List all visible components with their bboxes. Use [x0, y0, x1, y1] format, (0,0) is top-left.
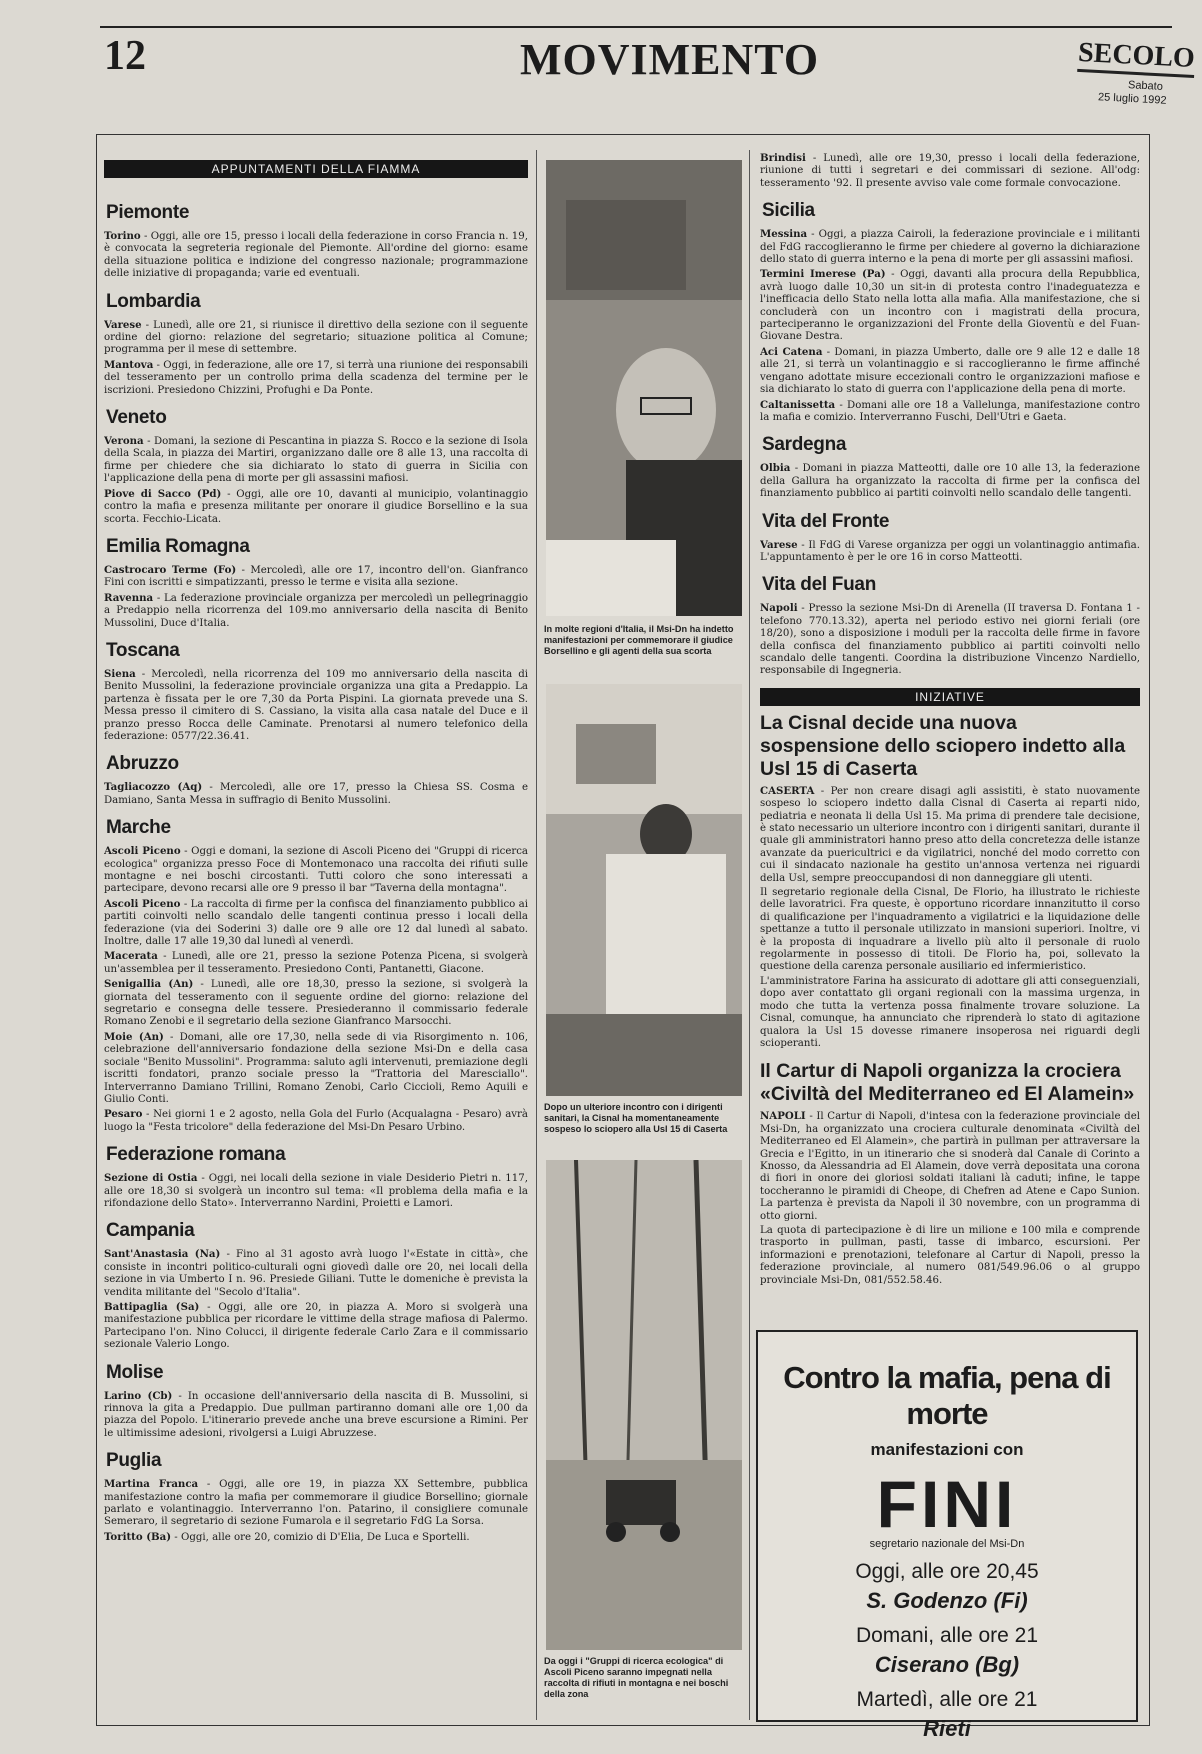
hospital-photo [546, 684, 742, 1096]
notice-place: Pesaro [104, 1108, 143, 1121]
notice-place: Sezione di Ostia [104, 1172, 198, 1185]
region-heading: Piemonte [106, 202, 190, 223]
region-heading: Molise [106, 1361, 164, 1383]
notice-item [760, 1225, 1140, 1287]
notice-item [104, 319, 528, 357]
region-heading: Emilia Romagna [106, 535, 250, 557]
appointments-column [104, 160, 528, 1720]
region-heading: Campania [106, 1220, 195, 1242]
notice-text: - Lunedì, alle ore 21, si riunisce il direttivo della sezione con il seguente ordine del giorno: relazione del segretario; situazione politica al Comune; programma per il mese di settembre. [104, 319, 528, 356]
notice-text: - Lunedì, alle ore 19,30, presso i locali della federazione, riunione di tutti i segretari e dei commissari di sezione. All'odg: tesseramento '92. Il presente avviso vale come formale convocazione. [760, 153, 1140, 189]
notice-text: - Oggi, alle ore 15, presso i locali della federazione in corso Francia n. 19, è convocata la segreteria regionale del Piemonte. All'ordine del giorno: esame della situazione politica e indizione del congresso nazionale; programmazione delle iniziative di propaganda; varie ed eventuali. [104, 231, 528, 280]
notice-place: NAPOLI [760, 1110, 806, 1123]
notice-item [104, 781, 528, 807]
right-regions [760, 200, 1140, 678]
region-heading: Abruzzo [106, 753, 179, 775]
photo-forest [546, 1160, 742, 1650]
notice-text: - Presso la sezione Msi-Dn di Arenella (II traversa D. Fontana 1 - telefono 770.13.32), aperta nel periodo estivo nei giorni feriali (ore 18/20), sono a disposizione i moduli per la raccolta delle firme in favore della confisca del finanziamento pubblico ai partiti coinvolti nello scandalo delle tangenti. Coordina la distribuzione Vincenzo Nardiello, responsabile di Ingegneria. [760, 603, 1140, 677]
notice-item [760, 1110, 1140, 1223]
notice-item [760, 346, 1140, 397]
region-heading: Marche [106, 817, 171, 839]
notice-place: Piove di Sacco (Pd) [104, 487, 222, 500]
ad-place3: Rieti [923, 1716, 971, 1741]
notice-place: Olbia [760, 462, 791, 475]
notice-item [104, 898, 528, 949]
notice-text: - Oggi e domani, la sezione di Ascoli Piceno dei "Gruppi di ricerca ecologica" organizza presso Foce di Montemonaco una raccolta dei rifiuti sulle montagne e nei boschi circostanti. Tutti coloro che sono interessati a partecipare, devono recarsi alle ore 9 presso il bar "Taverna della montagna". [104, 846, 528, 895]
notice-place: Termini Imerese (Pa) [760, 268, 886, 281]
notice-item [760, 539, 1140, 565]
notice-place: Larino (Cb) [104, 1389, 173, 1402]
notice-item [760, 399, 1140, 425]
notice-text: - Mercoledì, nella ricorrenza del 109 mo anniversario della nascita di Benito Mussolini, la federazione provinciale organizza una gita a Predappio. La partenza è fissata per le ore 7,30 da Porta Pispini. La giornata prevede una S. Messa presso il cimitero di S. Cassiano, la visita alla casa natale del Duce e il pranzo presso Rocca delle Caminate. Prenotarsi al numero telefonico della federazione: 0577/22.36.41. [104, 668, 528, 742]
ad-line2: Domani, alle ore 21 [855, 1624, 1039, 1647]
notice-item [760, 602, 1140, 677]
notice-item [104, 1248, 528, 1299]
article1-body [760, 785, 1140, 1051]
ad-role: segretario nazionale del Msi-Dn [869, 1538, 1025, 1550]
notice-text: - Fino al 31 agosto avrà luogo l'«Estate in città», che consiste in incontri politico-culturali ogni giovedì dalle ore 20, nei locali della sezione in via Umberto I n. 96. Presiede Giliani. Tutte le domeniche è prevista la vendita militante del "Secolo d'Italia". [104, 1249, 528, 1298]
page-number: 12 [104, 33, 146, 79]
notice-place: Macerata [104, 950, 158, 963]
notice-item [760, 785, 1140, 885]
region-heading: Lombardia [106, 290, 201, 312]
notice-item [760, 152, 1140, 190]
notice-text: - Oggi, nei locali della sezione in viale Desiderio Pietri n. 117, alle ore 18,30 si svolgerà un incontro sul tema: «Il problema della mafia e la rifondazione dello Stato». Interverranno Nardini, Proietti e Lamori. [104, 1173, 528, 1209]
notice-text: - Domani in piazza Matteotti, dalle ore 10 alle 13, la federazione della Gallura ha organizzato la raccolta di firme per la confisca del finanziamento pubblico ai partiti coinvolti nello scandalo delle tangenti. [760, 463, 1140, 500]
notice-text: - La raccolta di firme per la confisca del finanziamento pubblico ai partiti coinvolti nello scandalo delle tangenti continua presso i locali della federazione (via dei Soderini 3) dalle ore 9 alle ore 12 dal lunedì al sabato. Inoltre, dalle 17 alle 19,30 dal lunedì al venerdì. [104, 898, 528, 948]
column-rule-left [536, 150, 537, 1720]
notice-item [104, 950, 528, 976]
notice-place: Sant'Anastasia (Na) [104, 1248, 221, 1261]
iniziative-banner: INIZIATIVE [760, 688, 1140, 706]
notice-text: - Oggi, a piazza Cairoli, la federazione provinciale e i militanti del FdG raccoglieranno le firme per chiedere al governo la dichiarazione dello stato di guerra interno e la pena di morte per gli assassini mafiosi. [760, 229, 1140, 266]
notice-text: - Il Cartur di Napoli, d'intesa con la federazione provinciale del Msi-Dn, ha organizzato una crociera culturale denominata «Civiltà del Mediterraneo ed El Alamein», che partirà in pullman per attraversare la Grecia e l'Egitto, in un itinerario che si snoderà dal Canale di Corinto a Knosso, da Alessandria ad El Alamein, dove verrà depositata una corona di fiori in onore dei gloriosi soldati italiani là caduti; infine, le tappe toccheranno le piramidi di Cheope, di Chefren ad Atene e Capo Sunion. La partenza è prevista da Napoli il 30 novembre, con un programma di otto giorni. [760, 1111, 1140, 1222]
forest-photo [546, 1160, 742, 1650]
notice-text: - Oggi, alle ore 19, in piazza XX Settembre, pubblica manifestazione contro la mafia per commemorare il giudice Borsellino; giornale parlato e volantinaggio. Interverranno l'on. Patarino, il consigliere comunale Semeraro, il segretario di sezione Fumarola e il segretario FdG La Sorsa. [104, 1479, 528, 1528]
notice-text: - Oggi, in federazione, alle ore 17, si terrà una riunione dei responsabili del tesseramento per un controllo prima della scadenza del termine per le iscrizioni. Presiedono Chizzini, Profughi e Da Ponte. [104, 359, 528, 396]
notice-text: - Lunedì, alle ore 21, presso la sezione Potenza Picena, si svolgerà un'assemblea per il tesseramento. Presiedono Conti, Pantanetti, Giacone. [104, 951, 528, 975]
right-column [760, 152, 1140, 1337]
notice-place: Ascoli Piceno [104, 897, 181, 910]
ad-title: Contro la mafia, pena di morte [783, 1360, 1111, 1431]
notice-item [104, 1390, 528, 1441]
notice-place: Battipaglia (Sa) [104, 1300, 200, 1313]
notice-item [760, 228, 1140, 266]
notice-text: - Il FdG di Varese organizza per oggi un volantinaggio antimafia. L'appuntamento è per le ore 16 in corso Matteotti. [760, 539, 1140, 563]
header-rule [100, 26, 1172, 28]
notice-place: Varese [104, 318, 142, 331]
notice-place: Verona [104, 435, 144, 448]
notice-text: - Domani, alle ore 17,30, nella sede di via Risorgimento n. 106, celebrazione dell'anniversario fondazione della sezione Msi-Dn e della casa sociale "Benito Mussolini". Programma: saluto agli intervenuti, premiazione degli iscritti fondatori, pranzo sociale presso la "Trattoria del Maresciallo". Interverranno Damiano Trillini, Romano Zenobi, Carlo Ciccioli, Remo Aquili e Giulio Conti. [104, 1031, 528, 1105]
region-heading: Puglia [106, 1450, 162, 1472]
notice-item [104, 978, 528, 1029]
photo-hospital [546, 684, 742, 1096]
notice-text: Il segretario regionale della Cisnal, De Florio, ha illustrato le richieste delle lavoratrici. Fra queste, è opportuno ricordare innanzitutto il corso di qualificazione per l'inquadramento a vigilatrici e la liquidazione delle spettanze a tutto il personale utilizzato in mansioni superiori. Inoltre, vi è la proposta di inquadrare a livello più alto il personale di ruolo regolarmente in possesso di titoli. De Florio ha, poi, sollevato la questione della carenza personale ausiliario ed infermieristico. [760, 887, 1140, 973]
notice-item [104, 1031, 528, 1106]
notice-text: - Domani, la sezione di Pescantina in piazza S. Rocco e la sezione di Isola della Scala, in piazza dei Martiri, organizzano dalle ore 8 alle 13, una raccolta di firme per chiedere che sia dichiarato lo stato di guerra in Sicilia con l'applicazione della pena di morte per gli assassini mafiosi. [104, 436, 528, 485]
notice-item [104, 359, 528, 397]
notice-place: Messina [760, 228, 808, 241]
region-heading: Veneto [106, 407, 167, 429]
notice-item [104, 592, 528, 630]
photo-fini-portrait [546, 160, 742, 616]
notice-place: Torino [104, 230, 141, 242]
region-heading: Vita del Fronte [762, 510, 890, 532]
issue-date: 25 luglio 1992 [1097, 91, 1167, 107]
notice-place: Toritto (Ba) [104, 1530, 172, 1543]
notice-item [104, 668, 528, 743]
column-rule-right [749, 150, 750, 1720]
region-heading: Sicilia [762, 200, 815, 222]
notice-item [104, 845, 528, 896]
ad-subtitle: manifestazioni con [870, 1440, 1024, 1459]
article2-body [760, 1110, 1140, 1287]
notice-item [760, 462, 1140, 500]
notice-item [104, 1301, 528, 1352]
notice-text: - Mercoledì, alle ore 17, incontro dell'on. Gianfranco Fini con iscritti e simpatizzanti, presso le terme e visita alla sezione. [104, 564, 528, 589]
notice-place: Martina Franca [104, 1478, 199, 1491]
notice-item [104, 488, 528, 526]
notice-place: Mantova [104, 358, 154, 371]
notice-text: - Lunedì, alle ore 18,30, presso la sezione, si svolgerà la giornata del tesseramento con il seguente ordine del giorno: relazione del segretario e consegna delle tessere. Presiederanno il commissario federale Romano Zenobi e il segretario della sezione Gianfranco Marsocchi. [104, 979, 528, 1028]
notice-text: - Oggi, alle ore 10, davanti al municipio, volantinaggio contro la mafia e presenza militante per onorare il giudice Borsellino e la sua scorta. Fecchio-Licata. [104, 488, 528, 525]
region-heading: Toscana [106, 639, 180, 661]
region-heading: Sardegna [762, 434, 847, 456]
ad-line1: Oggi, alle ore 20,45 [855, 1560, 1039, 1583]
notice-place: Napoli [760, 602, 798, 615]
notice-text: - La federazione provinciale organizza per mercoledì un pellegrinaggio a Predappio nella ricorrenza del 109.mo anniversario della nascita di Benito Mussolini, Duce d'Italia. [104, 592, 528, 629]
notice-place: Ravenna [104, 591, 154, 604]
region-heading: Federazione romana [106, 1144, 286, 1166]
left-regions [104, 202, 528, 1544]
notice-place: Tagliacozzo (Aq) [104, 781, 203, 794]
notice-item [104, 435, 528, 486]
notice-place: Moie (An) [104, 1030, 164, 1043]
notice-text: - Mercoledì, alle ore 17, presso la Chiesa SS. Cosma e Damiano, Santa Messa in suffragio di Benito Mussolini. [104, 782, 528, 806]
notice-text: L'amministratore Farina ha assicurato di adottare gli atti conseguenziali, dopo aver contattato gli organi regionali con la massima urgenza, in modo che tutta la vertenza possa finalmente trovare soluzione. La Cisnal, comunque, ha annunciato che riprenderà lo stato di agitazione qualora la Usl 15 dovesse rimanere insoperosa nei riguardi degli scioperanti. [760, 975, 1140, 1049]
right-intro [760, 152, 1140, 190]
notice-place: Castrocaro Terme (Fo) [104, 563, 237, 576]
notice-item [104, 564, 528, 590]
appointments-banner: APPUNTAMENTI DELLA FIAMMA [104, 160, 528, 178]
notice-place: Brindisi [760, 152, 806, 164]
ad-place1: S. Godenzo (Fi) [866, 1588, 1028, 1613]
notice-text: - Oggi, alle ore 20, comizio di D'Elia, De Luca e Sportelli. [171, 1531, 470, 1543]
caption-photo3: Da oggi i "Gruppi di ricerca ecologica" di Ascoli Piceno saranno impegnati nella raccolta di rifiuti in montagna e nei boschi della zona [544, 1656, 729, 1699]
portrait-photo [546, 160, 742, 616]
notice-item [104, 1478, 528, 1529]
notice-item [104, 230, 528, 281]
section-title: MOVIMENTO [520, 35, 820, 84]
notice-item [104, 1108, 528, 1134]
notice-item [760, 976, 1140, 1050]
notice-item [104, 1172, 528, 1210]
notice-place: Aci Catena [760, 345, 823, 358]
notice-place: CASERTA [760, 784, 815, 797]
notice-text: La quota di partecipazione è di lire un milione e 100 mila e comprende trasporto in pullman, pasti, tasse di imbarco, escursioni. Per informazioni e prenotazioni, telefonare al Cartur di Napoli, presso la federazione provinciale, al numero 081/549.96.06 o al gruppo provinciale Msi-Dn, 081/552.58.46. [760, 1224, 1140, 1286]
notice-text: - Domani alle ore 18 a Vallelunga, manifestazione contro la mafia e comizio. Interverranno Fuschi, Dell'Utri e Gaeta. [760, 399, 1140, 423]
notice-text: - Nei giorni 1 e 2 agosto, nella Gola del Furlo (Acqualagna - Pesaro) avrà luogo la "Festa tricolore" della federazione del Msi-Dn Pesaro Urbino. [104, 1109, 528, 1133]
caption-photo2: Dopo un ulteriore incontro con i dirigenti sanitari, la Cisnal ha momentaneamente sospeso lo sciopero alla Usl 15 di Caserta [544, 1102, 728, 1134]
notice-item [104, 1531, 528, 1544]
notice-place: Varese [760, 538, 798, 551]
notice-place: Ascoli Piceno [104, 845, 181, 858]
article1-headline: La Cisnal decide una nuova sospensione dello sciopero indetto alla Usl 15 di Caserta [760, 711, 1126, 780]
article2-headline: Il Cartur di Napoli organizza la crociera «Civiltà del Mediterraneo ed El Alamein» [760, 1060, 1135, 1106]
notice-text: - In occasione dell'anniversario della nascita di B. Mussolini, si rinnova la gita a Predappio. Due pullman partiranno domani alle ore 1,00 da piazza del Popolo. L'itinerario prevede anche una breve escursione a Rimini. Per le ultimissime adesioni, rivolgersi a Luigi Abruzzese. [104, 1390, 528, 1439]
notice-place: Senigallia (An) [104, 978, 194, 991]
masthead-logo: SECOLO [1077, 37, 1195, 78]
issue-day: Sabato [1127, 79, 1164, 93]
fini-advertisement [756, 1330, 1138, 1741]
notice-text: - Domani, in piazza Umberto, dalle ore 9 alle 12 e dalle 18 alle 21, si terrà un volantinaggio e si raccoglieranno le firme affinché vengano adottate misure eccezionali contro le organizzazioni mafiose e sia dichiarato lo stato di guerra con l'applicazione della pena di morte. [760, 346, 1140, 396]
ad-line3: Martedì, alle ore 21 [856, 1688, 1038, 1711]
notice-text: - Oggi, davanti alla procura della Repubblica, avrà luogo dalle 10,30 un sit-in di protesta contro l'inadeguatezza e l'inefficacia dello Stato nella lotta alla mafia. Alla manifestazione, che si concluderà con un incontro con i magistrati della procura, parteciperanno le organizzazioni del Fronte della Gioventù e del Fuan-Giovane Destra. [760, 269, 1140, 343]
ad-place2: Ciserano (Bg) [874, 1652, 1020, 1677]
ad-name: FINI [876, 1467, 1018, 1541]
notice-item [760, 268, 1140, 343]
caption-photo1: In molte regioni d'Italia, il Msi-Dn ha indetto manifestazioni per commemorare il giudice Borsellino e gli agenti della sua scorta [544, 624, 734, 656]
notice-item [760, 887, 1140, 974]
notice-place: Caltanissetta [760, 398, 836, 411]
notice-text: - Per non creare disagi agli assistiti, è stato nuovamente sospeso lo sciopero indetto dalla Cisnal di Caserta ai reparti nido, pediatria e neonata li della Usl 15. Ma prima di prendere tale decisione, è stato necessario un ulteriore incontro con i dirigenti sanitari, durante il quale gli amministratori hanno preso atto della concretezza delle istanze avanzate da puericultrici e da vigilatrici, nonché del modo corretto con cui il sindacato nazionale ha gestito un'annosa vertenza nei riguardi della Usl, sempre preoccupandosi di non danneggiare gli utenti. [760, 785, 1140, 884]
notice-place: Siena [104, 667, 136, 680]
region-heading: Vita del Fuan [762, 574, 876, 596]
notice-text: - Oggi, alle ore 20, in piazza A. Moro si svolgerà una manifestazione pubblica per ricordare le vittime della strage mafiosa di Palermo. Partecipano l'on. Nino Colucci, il dirigente federale Carlo Zara e il commissario sezionale Valerio Longo. [104, 1301, 528, 1351]
